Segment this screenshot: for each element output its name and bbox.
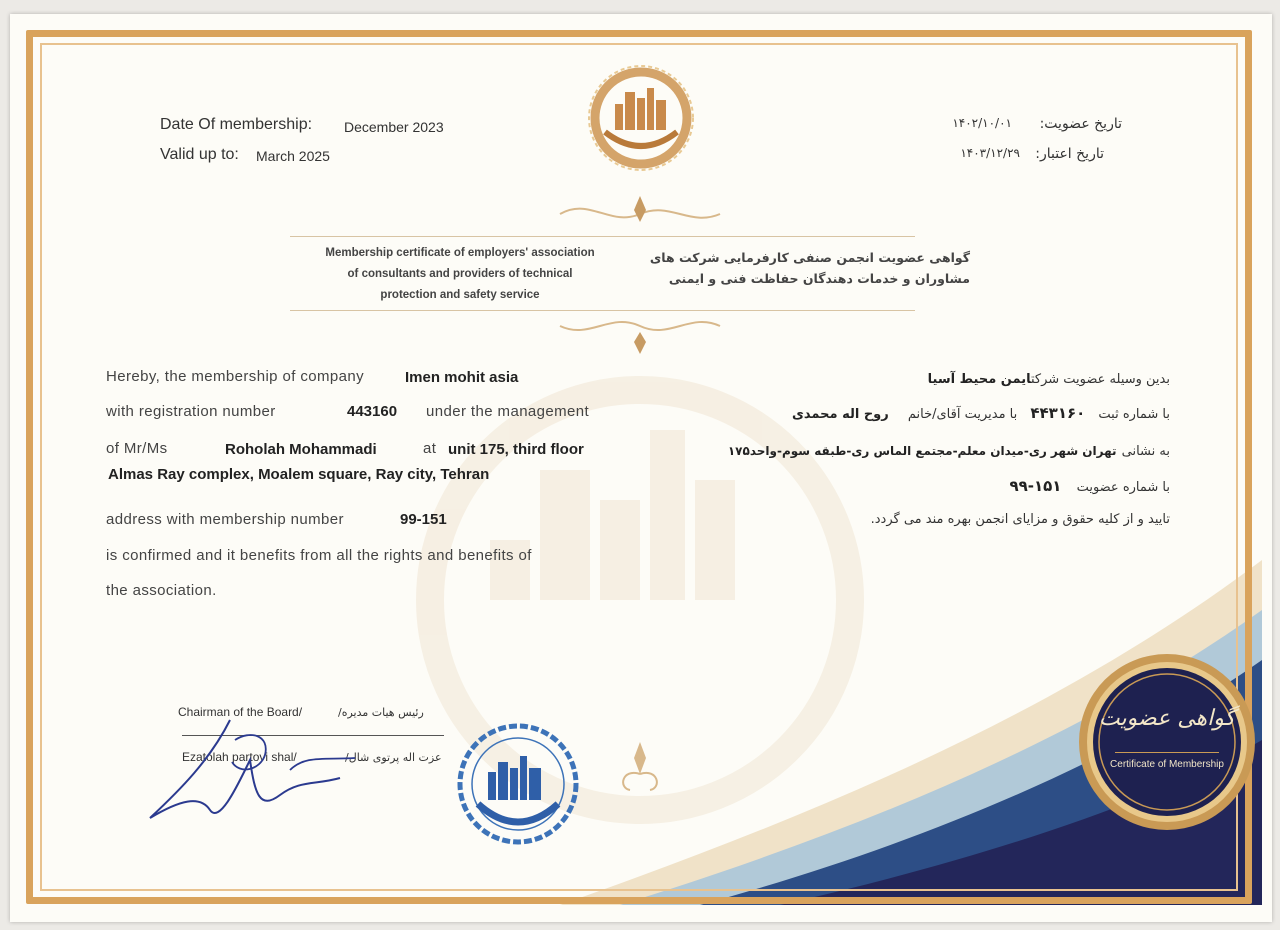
seal-fa-text: گواهی عضویت bbox=[1098, 706, 1236, 731]
fa-line-1 bbox=[700, 368, 1170, 387]
manager-name: Roholah Mohammadi bbox=[225, 441, 377, 458]
hereby-text: Hereby, the membership of company bbox=[106, 368, 365, 385]
title-en-line: Membership certificate of employers' association bbox=[325, 247, 595, 259]
seal-rule bbox=[1115, 752, 1219, 753]
seal-en-text: Certificate of Membership bbox=[1110, 759, 1224, 770]
title-fa-line: مشاوران و خدمات دهندگان حفاظت فنی و ایمنی bbox=[668, 271, 970, 286]
address-line-1: unit 175, third floor bbox=[448, 441, 584, 458]
signer-name-en: Ezatolah partovi shal/ bbox=[182, 750, 297, 764]
valid-up-to-value: March 2025 bbox=[256, 148, 330, 164]
at-text: at bbox=[423, 440, 437, 457]
title-en-line: of consultants and providers of technical bbox=[347, 268, 573, 280]
title-fa-line: گواهی عضویت انجمن صنفی کارفرمایی شرکت های bbox=[649, 250, 970, 265]
address-with-membership-text: address with membership number bbox=[106, 511, 344, 528]
fa-line-2-prefix: با شماره ثبت bbox=[1098, 407, 1170, 422]
fa-line-4-prefix: با شماره عضویت bbox=[1076, 480, 1170, 495]
membership-number: 99-151 bbox=[400, 511, 447, 528]
signer-name-fa: عزت اله پرتوی شال/ bbox=[345, 751, 442, 764]
fa-address: تهران شهر ری-میدان معلم-مجتمع الماس ری-طبقه سوم-واحد۱۷۵ bbox=[727, 444, 1117, 458]
fa-manager-name: روح اله محمدی bbox=[791, 407, 889, 422]
under-management-text: under the management bbox=[426, 403, 590, 420]
fa-line-4 bbox=[700, 476, 1170, 495]
valid-up-to-label: Valid up to: bbox=[160, 146, 239, 163]
fa-line-1-prefix: بدین وسیله عضویت شرکت bbox=[1030, 372, 1170, 387]
association-stamp bbox=[456, 722, 580, 846]
fa-date-label: تاریخ عضویت: bbox=[1039, 116, 1122, 132]
date-of-membership-label: Date Of membership: bbox=[160, 116, 313, 133]
ornament-bottom bbox=[550, 310, 730, 356]
ornament-top bbox=[550, 192, 730, 232]
company-name: Imen mohit asia bbox=[405, 369, 519, 386]
confirmed-text: is confirmed and it benefits from all the rights and benefits of bbox=[106, 547, 532, 564]
fa-management-text: با مدیریت آقای/خانم bbox=[907, 407, 1018, 422]
fa-registration-number: ۴۴۳۱۶۰ bbox=[1030, 404, 1086, 422]
fa-line-3 bbox=[700, 440, 1170, 459]
fa-valid-label: تاریخ اعتبار: bbox=[1035, 146, 1104, 162]
title-en-line: protection and safety service bbox=[380, 289, 540, 301]
of-mr-text: of Mr/Ms bbox=[106, 440, 168, 457]
membership-seal bbox=[1075, 650, 1265, 840]
title-en bbox=[290, 243, 630, 306]
chairman-label-en: Chairman of the Board/ bbox=[178, 705, 303, 719]
chairman-label-fa: رئیس هیات مدیره/ bbox=[338, 706, 424, 719]
fa-valid-value: ۱۴۰۳/۱۲/۲۹ bbox=[960, 146, 1020, 160]
fa-line-5: تایید و از کلیه حقوق و مزایای انجمن بهره مند می گردد. bbox=[870, 512, 1170, 527]
title-rule-top bbox=[290, 236, 915, 237]
association-logo bbox=[585, 62, 697, 174]
fa-date-value: ۱۴۰۲/۱۰/۰۱ bbox=[952, 116, 1012, 130]
fa-line-3-prefix: به نشانی bbox=[1121, 444, 1170, 459]
registration-number: 443160 bbox=[347, 403, 398, 420]
fa-company-name: ایمن محیط آسیا bbox=[927, 372, 1031, 387]
fa-line-2 bbox=[700, 403, 1170, 422]
fleur-ornament bbox=[612, 738, 668, 798]
handwritten-signature bbox=[140, 700, 370, 840]
fa-membership-number: ۱۵۱-۹۹ bbox=[1009, 477, 1062, 495]
address-line-2: Almas Ray complex, Moalem square, Ray city, Tehran bbox=[108, 466, 490, 483]
date-of-membership-value: December 2023 bbox=[344, 119, 444, 135]
title-fa bbox=[640, 247, 970, 289]
association-text: the association. bbox=[106, 582, 217, 599]
with-registration-text: with registration number bbox=[106, 403, 276, 420]
